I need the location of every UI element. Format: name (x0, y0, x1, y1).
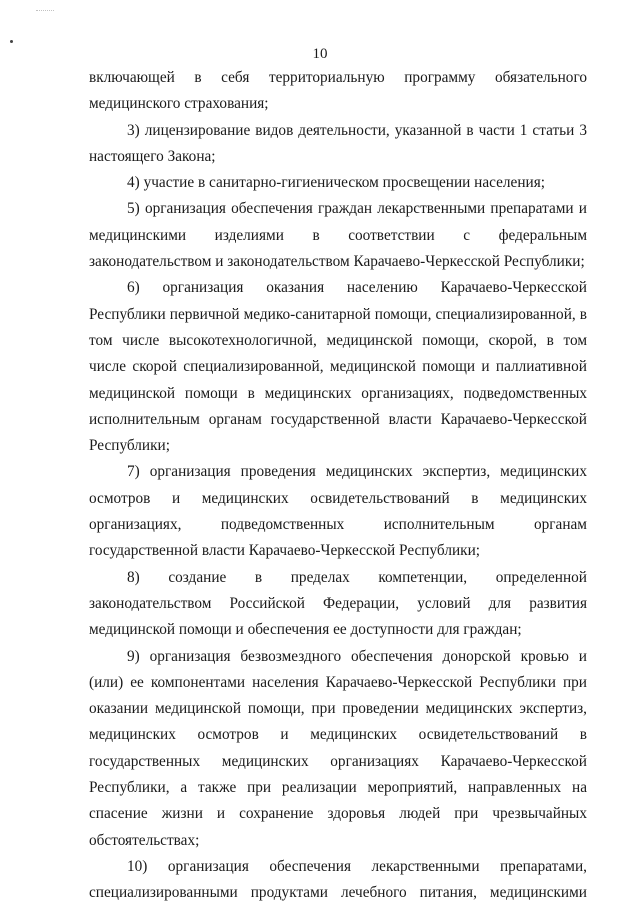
paragraph-item-5: 5) организация обеспечения граждан лекарственными препаратами и медицинскими изделиями в соответствии с федеральным законодательством и законодательством Карачаево-Черкесской Республики; (89, 200, 587, 271)
paragraph-item-7: 7) организация проведения медицинских экспертиз, медицинских осмотров и медицинских освидетельствований в медицинских организациях, подведомственных исполнительным органам государственной власти Карачаево-Черкесской Республики; (89, 463, 587, 560)
paragraph-item-9: 9) организация безвозмездного обеспечения донорской кровью и (или) ее компонентами населения Карачаево-Черкесской Республики при оказании медицинской помощи, при проведении медицинских экспертиз, медицинских осмотров и медицинских освидетельствований в государственных медицинских организациях Карачаево-Черкесской Республики, а также при реализации мероприятий, направленных на спасение жизни и сохранение здоровья людей при чрезвычайных обстоятельствах; (89, 647, 587, 849)
paragraph-continuation: включающей в себя территориальную программу обязательного медицинского страхования; (89, 69, 587, 113)
paragraph-item-8: 8) создание в пределах компетенции, определенной законодательством Российской Федерации, условий для развития медицинской помощи и обеспечения ее доступности для граждан; (89, 568, 587, 639)
paragraph-item-3: 3) лицензирование видов деятельности, указанной в части 1 статьи 3 настоящего Закона; (89, 121, 587, 165)
scan-artifact-mark (36, 10, 54, 15)
scan-artifact-dot (10, 40, 13, 43)
page-number: 10 (312, 46, 328, 62)
paragraph-item-10: 10) организация обеспечения лекарственными препаратами, специализированными продуктами лечебного питания, медицинскими (89, 857, 587, 902)
document-body (89, 65, 587, 907)
paragraph-item-6: 6) организация оказания населению Карачаево-Черкесской Республики первичной медико-санитарной помощи, специализированной, в том числе высокотехнологичной, медицинской помощи, скорой, в том числе скорой специализированной, медицинской помощи и паллиативной медицинской помощи в медицинских организациях, подведомственных исполнительным органам государственной власти Карачаево-Черкесской Республики; (89, 279, 587, 455)
paragraph-item-4: 4) участие в санитарно-гигиеническом просвещении населения; (127, 174, 545, 192)
